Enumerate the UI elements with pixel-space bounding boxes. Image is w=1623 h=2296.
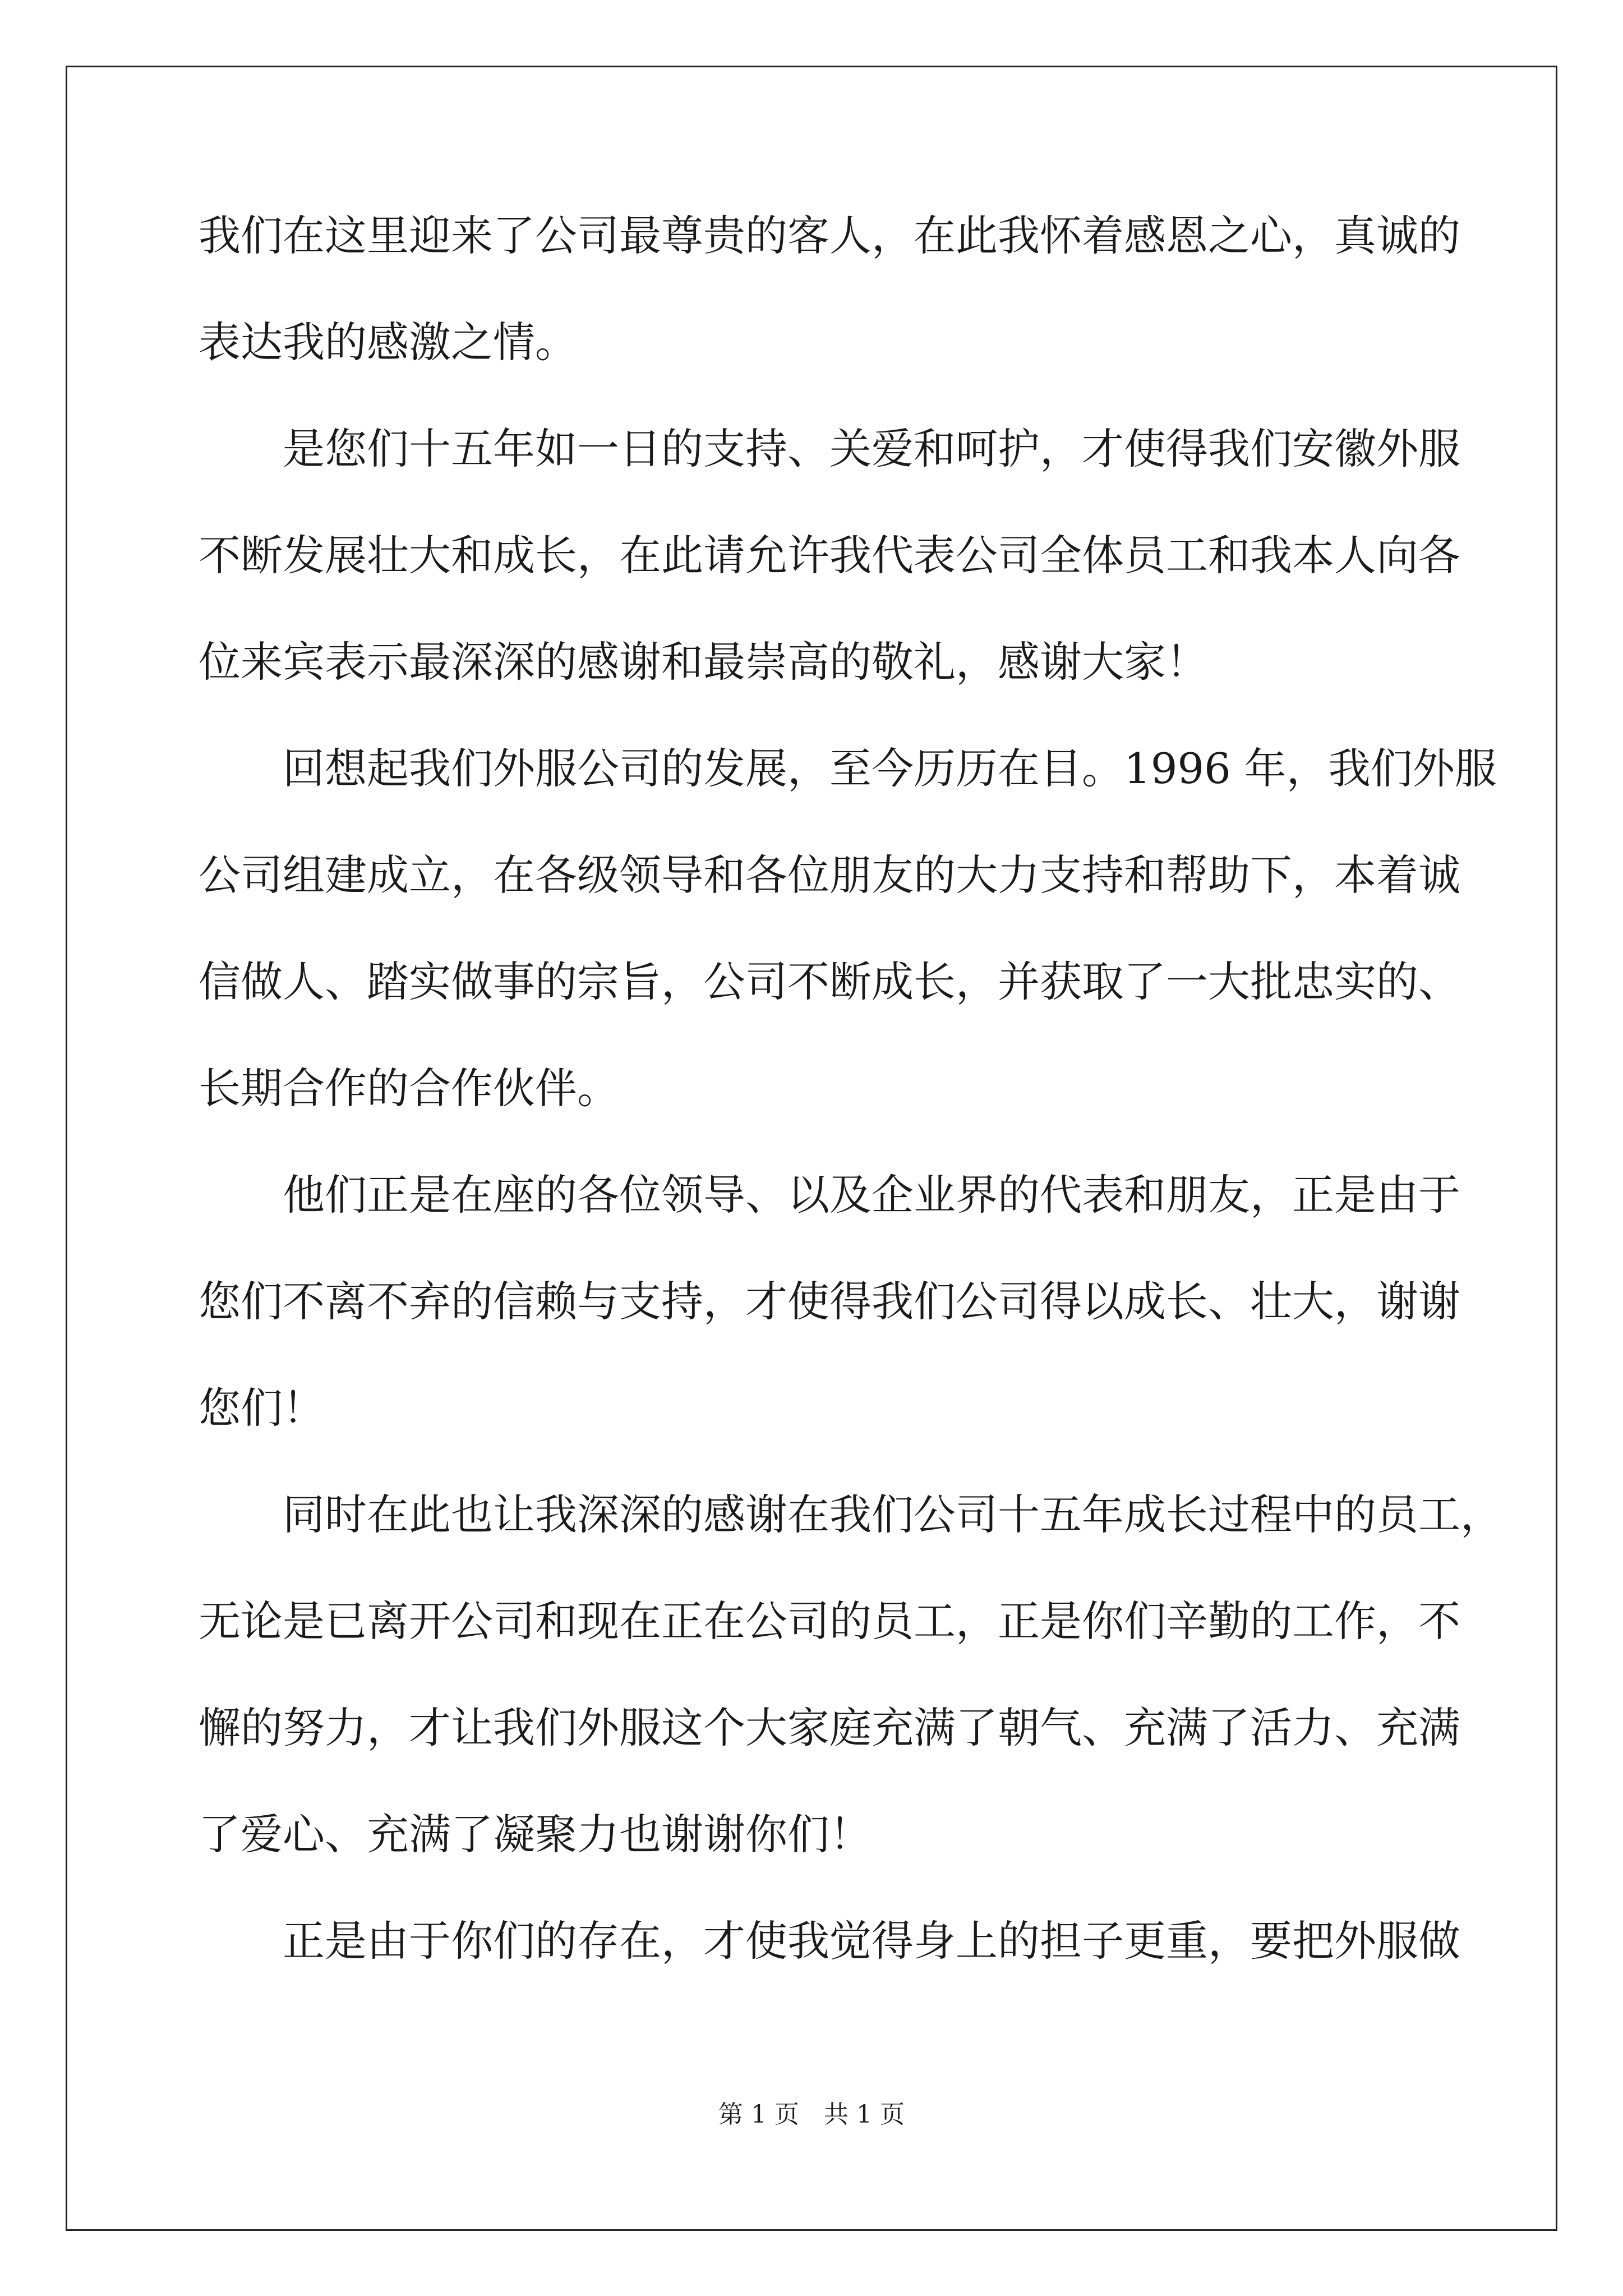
text-line: 了爱心、充满了凝聚力也谢谢你们！ — [199, 1810, 872, 1859]
page-number: 第 1 页 共 1 页 — [718, 2100, 905, 2129]
page-border — [66, 66, 1557, 2231]
text-line: 您们不离不弃的信赖与支持，才使得我们公司得以成长、壮大，谢谢 — [199, 1277, 1461, 1326]
text-line: 位来宾表示最深深的感谢和最崇高的敬礼，感谢大家！ — [199, 637, 1209, 687]
text-line: 公司组建成立，在各级领导和各位朋友的大力支持和帮助下，本着诚 — [199, 850, 1461, 900]
text-line: 他们正是在座的各位领导、以及企业界的代表和朋友，正是由于 — [199, 1170, 1461, 1220]
text-line: 正是由于你们的存在，才使我觉得身上的担子更重，要把外服做 — [199, 1916, 1461, 1966]
text-line: 是您们十五年如一日的支持、关爱和呵护，才使得我们安徽外服 — [199, 424, 1461, 473]
text-line: 无论是已离开公司和现在正在公司的员工，正是你们辛勤的工作，不 — [199, 1596, 1461, 1646]
text-line: 同时在此也让我深深的感谢在我们公司十五年成长过程中的员工， — [199, 1490, 1503, 1539]
text-line: 信做人、踏实做事的宗旨，公司不断成长，并获取了一大批忠实的、 — [199, 957, 1461, 1006]
text-line: 表达我的感激之情。 — [199, 318, 578, 367]
text-line: 回想起我们外服公司的发展，至今历历在目。1996 年，我们外服 — [199, 744, 1497, 793]
text-line: 长期合作的合作伙伴。 — [199, 1064, 620, 1113]
text-line: 不断发展壮大和成长，在此请允许我代表公司全体员工和我本人向各 — [199, 531, 1461, 580]
page-footer — [0, 2098, 1623, 2132]
text-line: 您们！ — [199, 1383, 325, 1433]
text-line: 懈的努力，才让我们外服这个大家庭充满了朝气、充满了活力、充满 — [199, 1703, 1461, 1752]
text-line: 我们在这里迎来了公司最尊贵的客人，在此我怀着感恩之心，真诚的 — [199, 211, 1461, 260]
